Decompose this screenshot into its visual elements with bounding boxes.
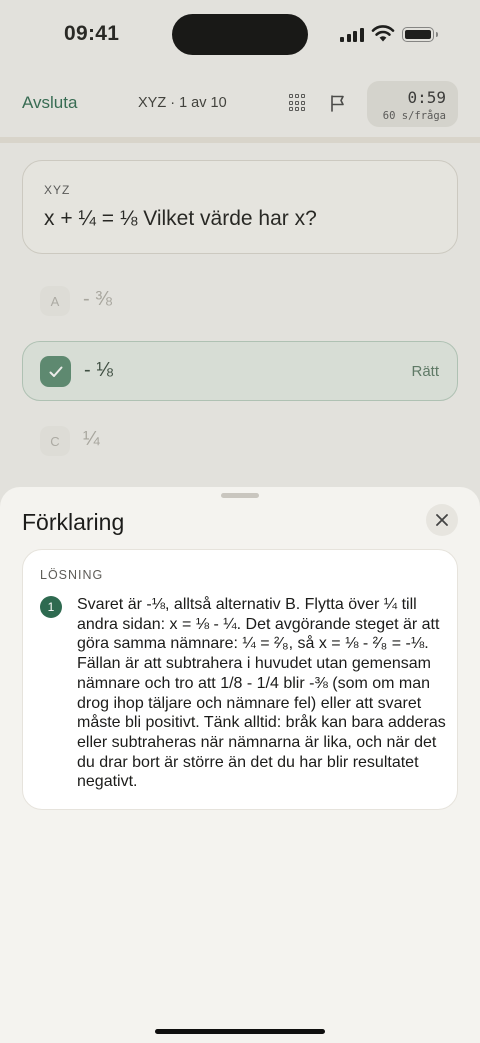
question-text: x + ¼ = ⅛ Vilket värde har x? bbox=[44, 207, 317, 230]
home-indicator[interactable] bbox=[155, 1029, 325, 1034]
timer-rate: 60 s/fråga bbox=[382, 110, 446, 122]
option-text: ¼ bbox=[83, 428, 100, 450]
question-subject: XYZ bbox=[44, 183, 71, 197]
quit-button[interactable]: Avsluta bbox=[22, 93, 78, 112]
close-button[interactable] bbox=[426, 504, 458, 536]
timer-value: 0:59 bbox=[407, 88, 446, 107]
option-letter: A bbox=[40, 286, 70, 316]
sheet-grabber[interactable] bbox=[221, 493, 259, 498]
option-letter: C bbox=[40, 426, 70, 456]
option-text: - ⅛ bbox=[84, 359, 113, 381]
question-progress: XYZ · 1 av 10 bbox=[138, 95, 227, 111]
close-icon bbox=[436, 514, 448, 526]
explanation-sheet bbox=[0, 487, 480, 1043]
step-text: Svaret är -⅛, alltså alternativ B. Flytta över ¼ till andra sidan: x = ⅛ - ¼. Det avgörande steget är att göra samma nämnare: ¼ = ²⁄₈, så x = ⅛ - ²⁄₈ = -⅛. Fällan är att subtrahera i huvudet utan gemensam nämnare och tro att 1/8 - 1/4 blir -⅜ (som om man drog ihop täljare och nämnare fel) eller att svaret måste bli positivt. Tänk alltid: bråk kan bara adderas eller subtraheras när nämnarna är lika, och när det du drar bort är större än det du har blir resultatet negativt. bbox=[77, 596, 446, 791]
correct-badge: Rätt bbox=[411, 363, 439, 380]
step-number: 1 bbox=[40, 596, 62, 618]
sheet-title: Förklaring bbox=[22, 509, 125, 535]
option-text: - ⅜ bbox=[83, 288, 112, 310]
status-time: 09:41 bbox=[64, 22, 120, 45]
solution-label: LÖSNING bbox=[40, 568, 104, 582]
solution-card bbox=[22, 549, 458, 810]
